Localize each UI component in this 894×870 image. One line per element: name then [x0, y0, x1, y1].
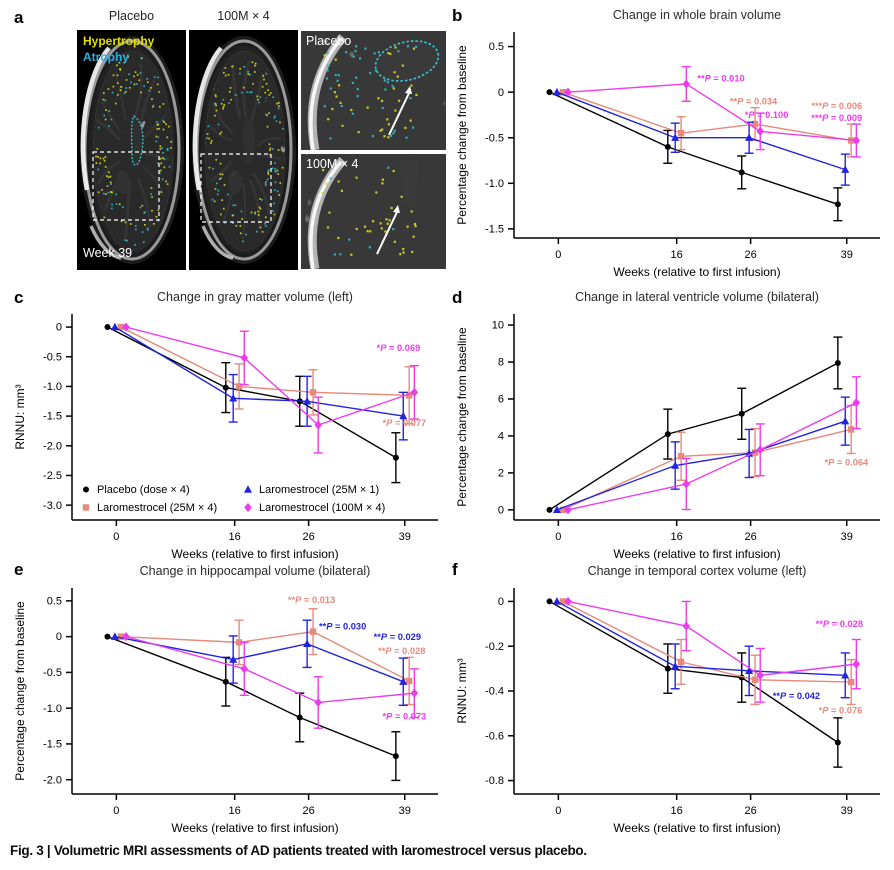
- svg-text:**P = 0.030: **P = 0.030: [318, 621, 367, 632]
- svg-text:Weeks (relative to first infus: Weeks (relative to first infusion): [171, 821, 339, 835]
- svg-text:39: 39: [840, 805, 853, 817]
- svg-text:16: 16: [670, 249, 683, 261]
- svg-text:-0.6: -0.6: [485, 730, 504, 743]
- svg-text:16: 16: [228, 531, 241, 543]
- panel-letter-b: b: [452, 6, 463, 25]
- svg-text:*P = 0.064: *P = 0.064: [824, 457, 869, 468]
- svg-text:8: 8: [497, 356, 504, 369]
- svg-text:*P = 0.073: *P = 0.073: [382, 711, 427, 722]
- svg-text:16: 16: [228, 805, 241, 817]
- panel-letter-d: d: [452, 288, 463, 307]
- legend-hypertrophy: Hypertrophy: [83, 34, 155, 48]
- figure-caption: Fig. 3 | Volumetric MRI assessments of AD patients treated with laromestrocel versus placebo.: [10, 843, 587, 858]
- legend-atrophy: Atrophy: [83, 50, 129, 64]
- svg-text:39: 39: [840, 249, 853, 261]
- chart-whole-brain-volume: [452, 2, 894, 286]
- svg-text:-1.5: -1.5: [43, 410, 62, 423]
- svg-text:0: 0: [113, 531, 120, 543]
- svg-text:Change in hippocampal volume (: Change in hippocampal volume (bilateral): [139, 564, 371, 578]
- svg-text:-1.5: -1.5: [485, 223, 504, 236]
- svg-text:0: 0: [497, 596, 504, 609]
- panel-letter-a: a: [14, 8, 24, 27]
- svg-text:39: 39: [840, 531, 853, 543]
- svg-text:Percentage change from baselin: Percentage change from baseline: [13, 601, 27, 781]
- inset-label-100m: 100M × 4: [306, 157, 359, 171]
- svg-text:26: 26: [302, 805, 315, 817]
- svg-text:Weeks (relative to first infus: Weeks (relative to first infusion): [613, 821, 781, 835]
- week-39-label: Week 39: [83, 246, 133, 260]
- svg-text:-3.0: -3.0: [43, 499, 62, 512]
- svg-text:*P = 0.076: *P = 0.076: [818, 705, 863, 716]
- svg-text:Weeks (relative to first infus: Weeks (relative to first infusion): [171, 547, 339, 561]
- svg-text:-2.0: -2.0: [43, 774, 62, 787]
- svg-text:Percentage change from baselin: Percentage change from baseline: [455, 327, 469, 507]
- svg-text:-1.5: -1.5: [43, 738, 62, 751]
- svg-text:Weeks (relative to first infus: Weeks (relative to first infusion): [613, 547, 781, 561]
- svg-text:0: 0: [55, 631, 62, 644]
- svg-text:Laromestrocel (25M × 1): Laromestrocel (25M × 1): [259, 484, 380, 496]
- inset-label-placebo: Placebo: [306, 34, 352, 48]
- svg-text:Percentage change from baselin: Percentage change from baseline: [455, 45, 469, 225]
- svg-text:Laromestrocel (25M × 4): Laromestrocel (25M × 4): [97, 502, 218, 514]
- svg-text:-2.0: -2.0: [43, 440, 62, 453]
- svg-text:0: 0: [55, 321, 62, 334]
- svg-text:0: 0: [555, 249, 562, 261]
- svg-text:-0.8: -0.8: [485, 775, 504, 788]
- svg-text:Laromestrocel (100M × 4): Laromestrocel (100M × 4): [259, 502, 386, 514]
- svg-text:**P = 0.042: **P = 0.042: [772, 690, 821, 701]
- svg-text:**P = 0.029: **P = 0.029: [373, 632, 422, 643]
- svg-text:39: 39: [398, 531, 411, 543]
- svg-text:10: 10: [491, 319, 504, 332]
- panel-letter-c: c: [14, 288, 24, 307]
- svg-text:Change in gray matter volume (: Change in gray matter volume (left): [157, 290, 353, 304]
- svg-text:**P = 0.028: **P = 0.028: [815, 619, 864, 630]
- svg-text:-1.0: -1.0: [43, 381, 62, 394]
- svg-text:39: 39: [398, 805, 411, 817]
- svg-text:-1.0: -1.0: [485, 177, 504, 190]
- svg-text:RNNU: mm³: RNNU: mm³: [13, 384, 27, 450]
- svg-text:0.5: 0.5: [46, 595, 62, 608]
- mri-column-title-placebo: Placebo: [108, 9, 155, 23]
- chart-hippocampal-volume: [10, 558, 452, 842]
- svg-text:*P = 0.069: *P = 0.069: [376, 342, 421, 353]
- mri-inset-placebo: [301, 31, 446, 150]
- svg-text:RNNU: mm³: RNNU: mm³: [455, 658, 469, 724]
- svg-text:Placebo (dose × 4): Placebo (dose × 4): [97, 484, 190, 496]
- svg-text:0: 0: [497, 504, 504, 517]
- svg-text:**P = 0.013: **P = 0.013: [287, 595, 336, 606]
- svg-text:26: 26: [302, 531, 315, 543]
- chart-temporal-cortex-volume: [452, 558, 894, 842]
- svg-text:0: 0: [555, 805, 562, 817]
- svg-text:Change in temporal cortex volu: Change in temporal cortex volume (left): [587, 564, 807, 578]
- svg-text:-0.4: -0.4: [485, 685, 504, 698]
- mri-image-placebo: [77, 30, 186, 270]
- svg-text:6: 6: [497, 393, 504, 406]
- mri-image-100m: [189, 30, 298, 270]
- svg-text:26: 26: [744, 805, 757, 817]
- svg-text:***P = 0.006: ***P = 0.006: [811, 101, 863, 112]
- svg-text:26: 26: [744, 531, 757, 543]
- svg-text:26: 26: [744, 249, 757, 261]
- svg-text:**P = 0.028: **P = 0.028: [378, 645, 426, 656]
- panel-letter-e: e: [14, 560, 24, 579]
- chart-lateral-ventricle-volume: [452, 284, 894, 568]
- panel-letter-f: f: [452, 560, 458, 579]
- svg-text:-0.5: -0.5: [485, 132, 504, 145]
- svg-text:-1.0: -1.0: [43, 702, 62, 715]
- svg-text:-0.5: -0.5: [43, 667, 62, 680]
- svg-text:-0.2: -0.2: [485, 640, 504, 653]
- svg-text:-2.5: -2.5: [43, 470, 62, 483]
- svg-text:Change in whole brain volume: Change in whole brain volume: [612, 8, 782, 22]
- svg-text:0: 0: [497, 86, 504, 99]
- svg-text:Weeks (relative to first infus: Weeks (relative to first infusion): [613, 265, 781, 279]
- svg-text:-0.5: -0.5: [43, 351, 62, 364]
- svg-text:*P = 0.100: *P = 0.100: [744, 110, 789, 121]
- svg-text:0: 0: [113, 805, 120, 817]
- chart-gray-matter-volume: [10, 284, 452, 568]
- svg-text:**P = 0.010: **P = 0.010: [697, 73, 745, 84]
- svg-text:0: 0: [555, 531, 562, 543]
- svg-text:0.5: 0.5: [488, 41, 504, 54]
- svg-text:16: 16: [670, 531, 683, 543]
- mri-column-title-100m: 100M × 4: [217, 9, 270, 23]
- svg-text:**P = 0.034: **P = 0.034: [729, 96, 778, 107]
- svg-text:***P = 0.009: ***P = 0.009: [811, 112, 863, 123]
- svg-text:*P = 0.077: *P = 0.077: [382, 418, 427, 429]
- svg-text:4: 4: [497, 430, 504, 443]
- svg-text:Change in lateral ventricle vo: Change in lateral ventricle volume (bilateral): [575, 290, 819, 304]
- svg-text:16: 16: [670, 805, 683, 817]
- svg-text:2: 2: [497, 467, 504, 480]
